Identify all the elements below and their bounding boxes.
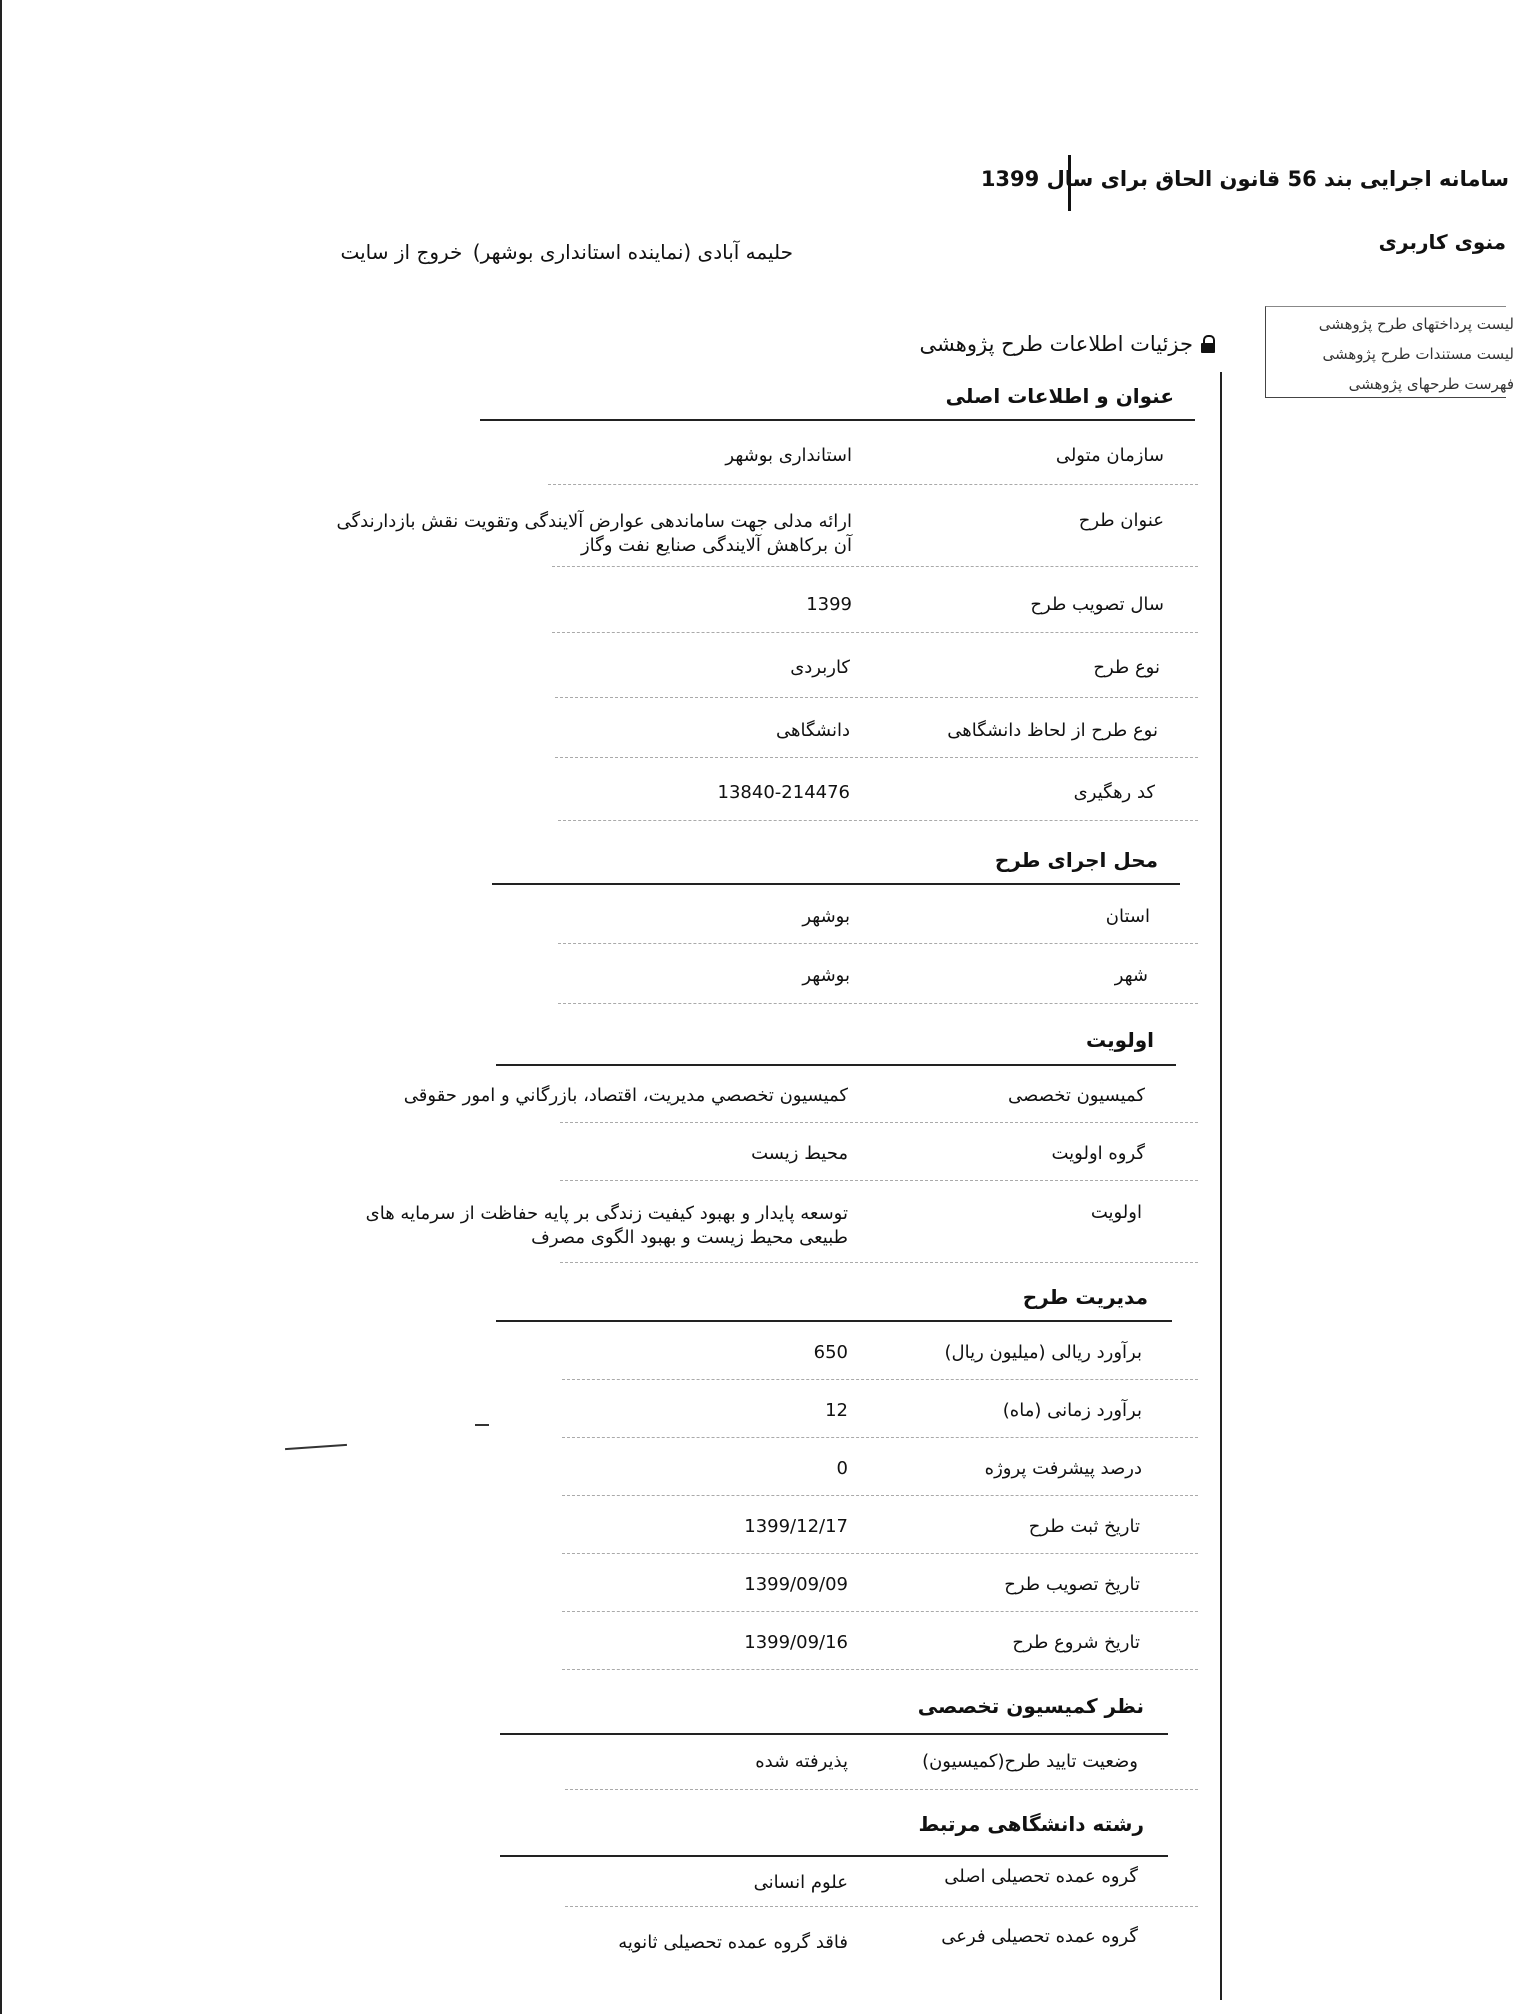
row-label-sub-field: گروه عمده تحصیلی فرعی [941, 1926, 1138, 1947]
user-bar [336, 240, 793, 264]
panel-title [920, 332, 1215, 356]
row-label-approval-year: سال تصویب طرح [1030, 594, 1164, 615]
row-value-province: بوشهر [802, 906, 850, 927]
row-label-priority-group: گروه اولویت [1051, 1143, 1145, 1164]
row-value-project-title: ارائه مدلی جهت ساماندهی عوارض آلایندگی وتقویت نقش بازدارندگی آن برکاهش آلایندگی صنایع نفت وگاز [336, 511, 852, 556]
section-title-commission: نظر کمیسیون تخصصی [917, 1694, 1144, 1718]
row-divider [555, 757, 1198, 758]
row-divider [562, 1669, 1198, 1670]
app-title: سامانه اجرایی بند 56 قانون الحاق برای سال 1399 [980, 167, 1509, 191]
row-label-priority: اولویت [1090, 1202, 1142, 1223]
row-divider [558, 943, 1198, 944]
row-label-province: استان [1105, 906, 1150, 927]
panel-title-text: جزئیات اطلاعات طرح پژوهشی [919, 332, 1193, 356]
row-label-main-field: گروه عمده تحصیلی اصلی [944, 1866, 1138, 1887]
sidebar-menu [1265, 306, 1514, 398]
section-rule [496, 1320, 1172, 1322]
row-label-project-title: عنوان طرح [1078, 510, 1164, 531]
row-value-priority-group: محیط زیست [751, 1143, 848, 1164]
row-divider [552, 566, 1198, 567]
row-label-academic-type: نوع طرح از لحاظ دانشگاهی [947, 720, 1158, 741]
row-divider [555, 697, 1198, 698]
row-label-commission: کمیسیون تخصصی [1008, 1085, 1145, 1106]
scan-mark [285, 1444, 347, 1450]
row-divider [562, 1611, 1198, 1612]
row-divider [562, 1437, 1198, 1438]
section-title-location: محل اجرای طرح [994, 848, 1158, 872]
row-label-duration: برآورد زمانی (ماه) [1002, 1400, 1142, 1421]
row-value-approval-year: 1399 [806, 594, 852, 615]
row-divider [548, 484, 1198, 485]
user-name: حلیمه آبادی (نماینده استانداری بوشهر) [472, 240, 793, 264]
section-title-main: عنوان و اطلاعات اصلی [945, 384, 1174, 408]
row-value-organization: استانداری بوشهر [725, 445, 852, 466]
row-value-duration: 12 [825, 1400, 848, 1421]
row-label-project-type: نوع طرح [1093, 657, 1160, 678]
row-value-progress: 0 [836, 1458, 848, 1479]
section-title-priority: اولویت [1085, 1028, 1154, 1052]
row-value-main-field: علوم انسانی [753, 1872, 848, 1893]
scan-edge [0, 0, 2, 2014]
sidebar-item-documents[interactable]: لیست مستندات طرح پژوهشی [1322, 345, 1514, 363]
row-label-approval-status: وضعیت تایید طرح(کمیسیون) [922, 1751, 1138, 1772]
row-divider [560, 1262, 1198, 1263]
row-value-start-date: 1399/09/16 [744, 1632, 848, 1653]
row-label-progress: درصد پیشرفت پروژه [984, 1458, 1142, 1479]
row-divider [565, 1789, 1198, 1790]
sidebar-item-payments[interactable]: لیست پرداختهای طرح پژوهشی [1318, 315, 1514, 333]
row-value-academic-type: دانشگاهی [775, 720, 850, 741]
row-value-approval-status: پذیرفته شده [755, 1751, 848, 1772]
row-label-budget: برآورد ریالی (میلیون ریال) [944, 1342, 1142, 1363]
row-label-tracking-code: کد رهگیری [1073, 782, 1155, 803]
row-divider [562, 1553, 1198, 1554]
row-divider [565, 1906, 1198, 1907]
app-banner [980, 155, 1509, 211]
row-value-commission: كميسيون تخصصي مديريت، اقتصاد، بازرگاني و امور حقوقی [403, 1085, 848, 1106]
panel-divider [1220, 372, 1222, 2000]
section-rule [496, 1064, 1176, 1066]
row-value-approval-date: 1399/09/09 [744, 1574, 848, 1595]
sidebar-title: منوی کاربری [1378, 230, 1506, 254]
row-value-registration-date: 1399/12/17 [744, 1516, 848, 1537]
row-value-city: بوشهر [802, 965, 850, 986]
sidebar-item-projects[interactable]: فهرست طرحهای پژوهشی [1348, 375, 1514, 393]
row-label-organization: سازمان متولی [1055, 445, 1164, 466]
row-divider [552, 632, 1198, 633]
row-divider [558, 1003, 1198, 1004]
row-value-priority: توسعه پایدار و بهبود کیفیت زندگی بر پایه حفاظت از سرمایه های طبیعی محیط زیست و بهبود الگوی مصرف [365, 1203, 848, 1248]
lock-icon [1201, 335, 1215, 353]
row-label-start-date: تاریخ شروع طرح [1012, 1632, 1140, 1653]
row-value-sub-field: فاقد گروه عمده تحصیلی ثانویه [618, 1932, 848, 1953]
row-divider [560, 1180, 1198, 1181]
section-rule [492, 883, 1180, 885]
section-rule [500, 1733, 1168, 1735]
row-label-city: شهر [1114, 965, 1148, 986]
logout-link[interactable]: خروج از سایت [340, 240, 463, 264]
row-divider [562, 1495, 1198, 1496]
row-divider [560, 1122, 1198, 1123]
section-title-management: مدیریت طرح [1022, 1285, 1148, 1309]
scan-mark [475, 1424, 489, 1426]
section-rule [480, 419, 1195, 421]
row-label-approval-date: تاریخ تصویب طرح [1004, 1574, 1140, 1595]
row-divider [558, 820, 1198, 821]
section-title-fields: رشته دانشگاهی مرتبط [918, 1812, 1144, 1836]
row-divider [562, 1379, 1198, 1380]
section-rule [500, 1855, 1168, 1857]
row-value-tracking-code: 13840-214476 [717, 782, 850, 803]
row-value-project-type: کاربردی [790, 657, 850, 678]
row-label-registration-date: تاریخ ثبت طرح [1028, 1516, 1140, 1537]
row-value-budget: 650 [813, 1342, 848, 1363]
